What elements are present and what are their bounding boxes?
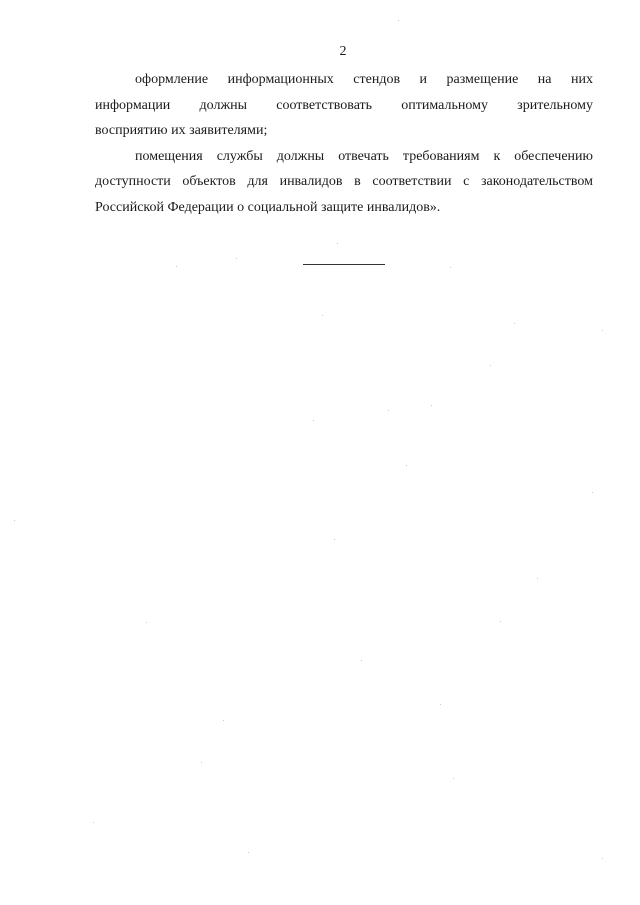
paragraph-line: доступности объектов для инвалидов в соответствии с законодательством <box>95 174 593 189</box>
scan-speck <box>592 492 593 493</box>
scan-speck <box>14 520 15 521</box>
scan-speck <box>440 704 441 705</box>
scan-speck <box>537 578 538 579</box>
scan-speck <box>388 410 389 411</box>
scan-speck <box>176 266 177 267</box>
scan-speck <box>322 315 323 316</box>
scan-speck <box>406 465 407 466</box>
page-number: 2 <box>339 44 347 59</box>
scan-speck <box>361 660 362 661</box>
paragraph-information-stands <box>95 67 593 144</box>
paragraph-line: информации должны соответствовать оптимальному зрительному <box>95 97 593 113</box>
paragraph-accessibility <box>95 144 593 221</box>
closing-divider <box>303 264 385 265</box>
scan-speck <box>313 420 314 421</box>
scan-speck <box>450 267 451 268</box>
scan-speck <box>334 539 335 540</box>
scan-speck <box>602 858 603 859</box>
scan-speck <box>93 822 94 823</box>
paragraph-line: оформление информационных стендов и размещение на них <box>135 72 593 87</box>
document-body <box>95 67 593 220</box>
paragraph-line: восприятию их заявителями; <box>95 123 268 138</box>
scan-speck <box>500 621 501 622</box>
paragraph-line: помещения службы должны отвечать требованиям к обеспечению <box>135 148 593 164</box>
scan-speck <box>223 720 224 721</box>
scan-speck <box>201 762 202 763</box>
scan-speck <box>453 778 454 779</box>
scan-speck <box>431 405 432 406</box>
scan-speck <box>248 852 249 853</box>
scan-speck <box>602 330 603 331</box>
scan-speck <box>236 258 237 259</box>
paragraph-line: Российской Федерации о социальной защите инвалидов». <box>95 199 441 215</box>
scan-speck <box>337 243 338 244</box>
scan-speck <box>490 365 491 366</box>
scan-speck <box>146 622 147 623</box>
scan-speck <box>514 323 515 324</box>
scan-speck <box>398 20 399 21</box>
